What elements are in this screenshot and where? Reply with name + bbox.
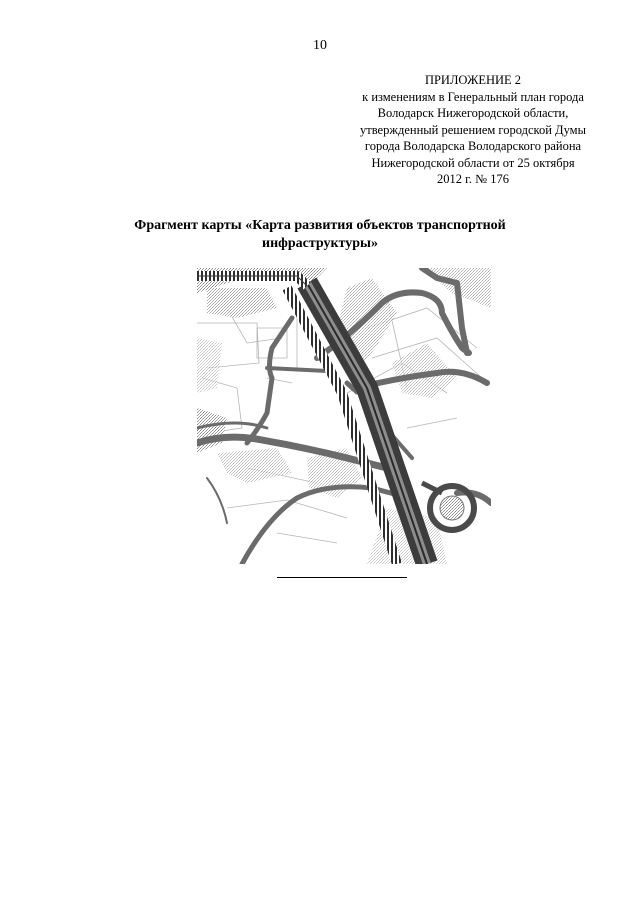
appendix-line: Володарск Нижегородской области, bbox=[377, 106, 569, 120]
appendix-line: утвержденный решением городской Думы bbox=[360, 122, 586, 137]
page-number: 10 bbox=[313, 38, 327, 53]
end-rule bbox=[277, 577, 407, 578]
stippled-areas bbox=[197, 268, 491, 564]
appendix-line: к изменениям в Генеральный план города bbox=[362, 89, 584, 104]
map-drawing bbox=[197, 268, 491, 564]
map-title-line-1: Фрагмент карты «Карта развития объектов транспортной bbox=[134, 218, 506, 233]
appendix-header bbox=[350, 72, 596, 188]
appendix-line: Нижегородской области от 25 октября bbox=[371, 155, 575, 170]
appendix-line: города Володарска Володарского района bbox=[364, 139, 582, 153]
map-title-line-2: инфраструктуры» bbox=[262, 236, 378, 251]
map-fragment bbox=[197, 268, 491, 564]
map-title bbox=[100, 217, 540, 253]
appendix-title: ПРИЛОЖЕНИЕ 2 bbox=[424, 73, 522, 87]
appendix-date: 2012 г. № 176 bbox=[437, 172, 509, 186]
